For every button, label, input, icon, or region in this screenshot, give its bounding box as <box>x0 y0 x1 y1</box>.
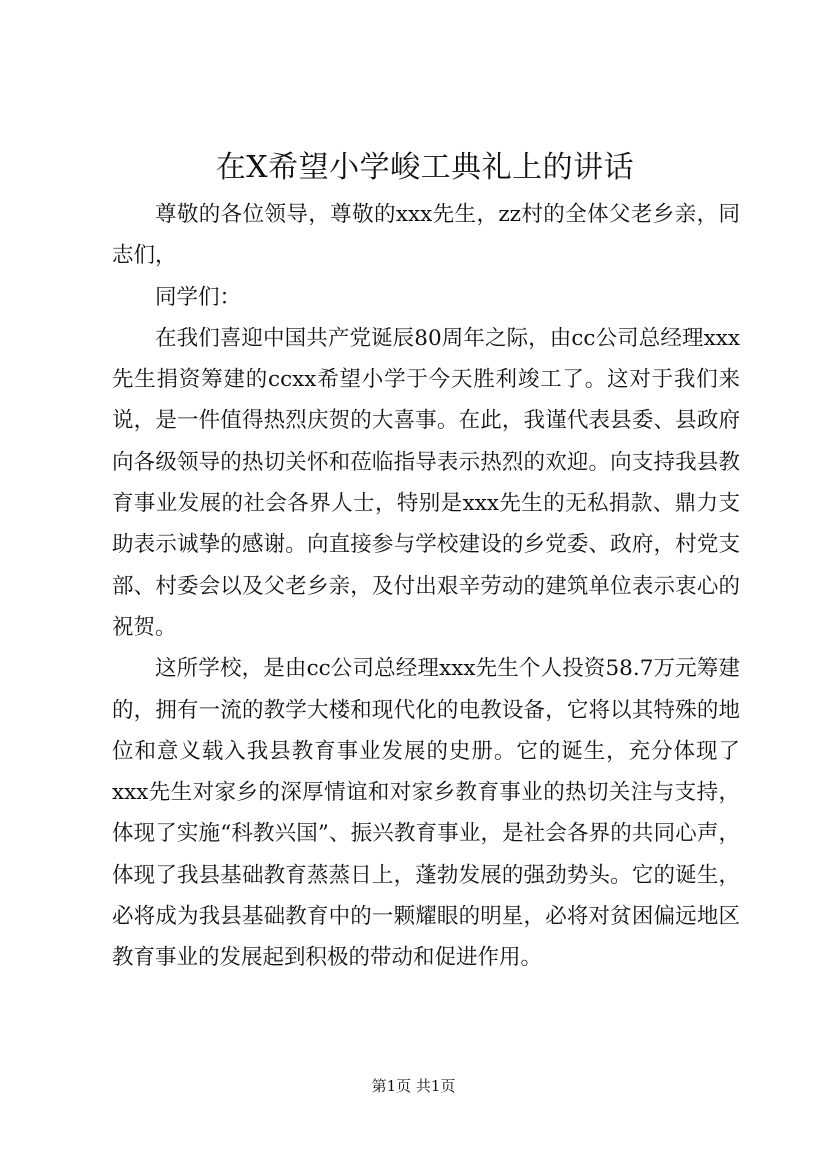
body-paragraph: 这所学校，是由cc公司总经理xxx先生个人投资58.7万元筹建的，拥有一流的教学大楼和现代化的电教设备，它将以其特殊的地位和意义载入我县教育事业发展的史册。它的诞生，充分体现了xxx先生对家乡的深厚情谊和对家乡教育事业的热切关注与支持，体现了实施“科教兴国”、振兴教育事业，是社会各界的共同心声，体现了我县基础教育蒸蒸日上，蓬勃发展的强劲势头。它的诞生，必将成为我县基础教育中的一颗耀眼的明星，必将对贫困偏远地区教育事业的发展起到积极的带动和促进作用。 <box>112 656 740 971</box>
salutation-paragraph: 尊敬的各位领导，尊敬的xxx先生，zz村的全体父老乡亲，同志们， <box>112 202 740 269</box>
page-number-footer: 第1页 共1页 <box>371 1077 456 1095</box>
body-paragraph: 在我们喜迎中国共产党诞辰80周年之际，由cc公司总经理xxx先生捐资筹建的ccxx希望小学于今天胜利竣工了。这对于我们来说，是一件值得热烈庆贺的大喜事。在此，我谨代表县委、县政府向各级领导的热切关怀和莅临指导表示热烈的欢迎。向支持我县教育事业发展的社会各界人士，特别是xxx先生的无私捐款、鼎力支助表示诚挚的感谢。向直接参与学校建设的乡党委、政府，村党支部、村委会以及父老乡亲，及付出艰辛劳动的建筑单位表示衷心的祝贺。 <box>112 325 740 640</box>
document-body <box>112 194 740 979</box>
salutation-continued-paragraph: 同学们： <box>155 284 242 310</box>
document-title: 在X希望小学峻工典礼上的讲话 <box>215 150 635 185</box>
